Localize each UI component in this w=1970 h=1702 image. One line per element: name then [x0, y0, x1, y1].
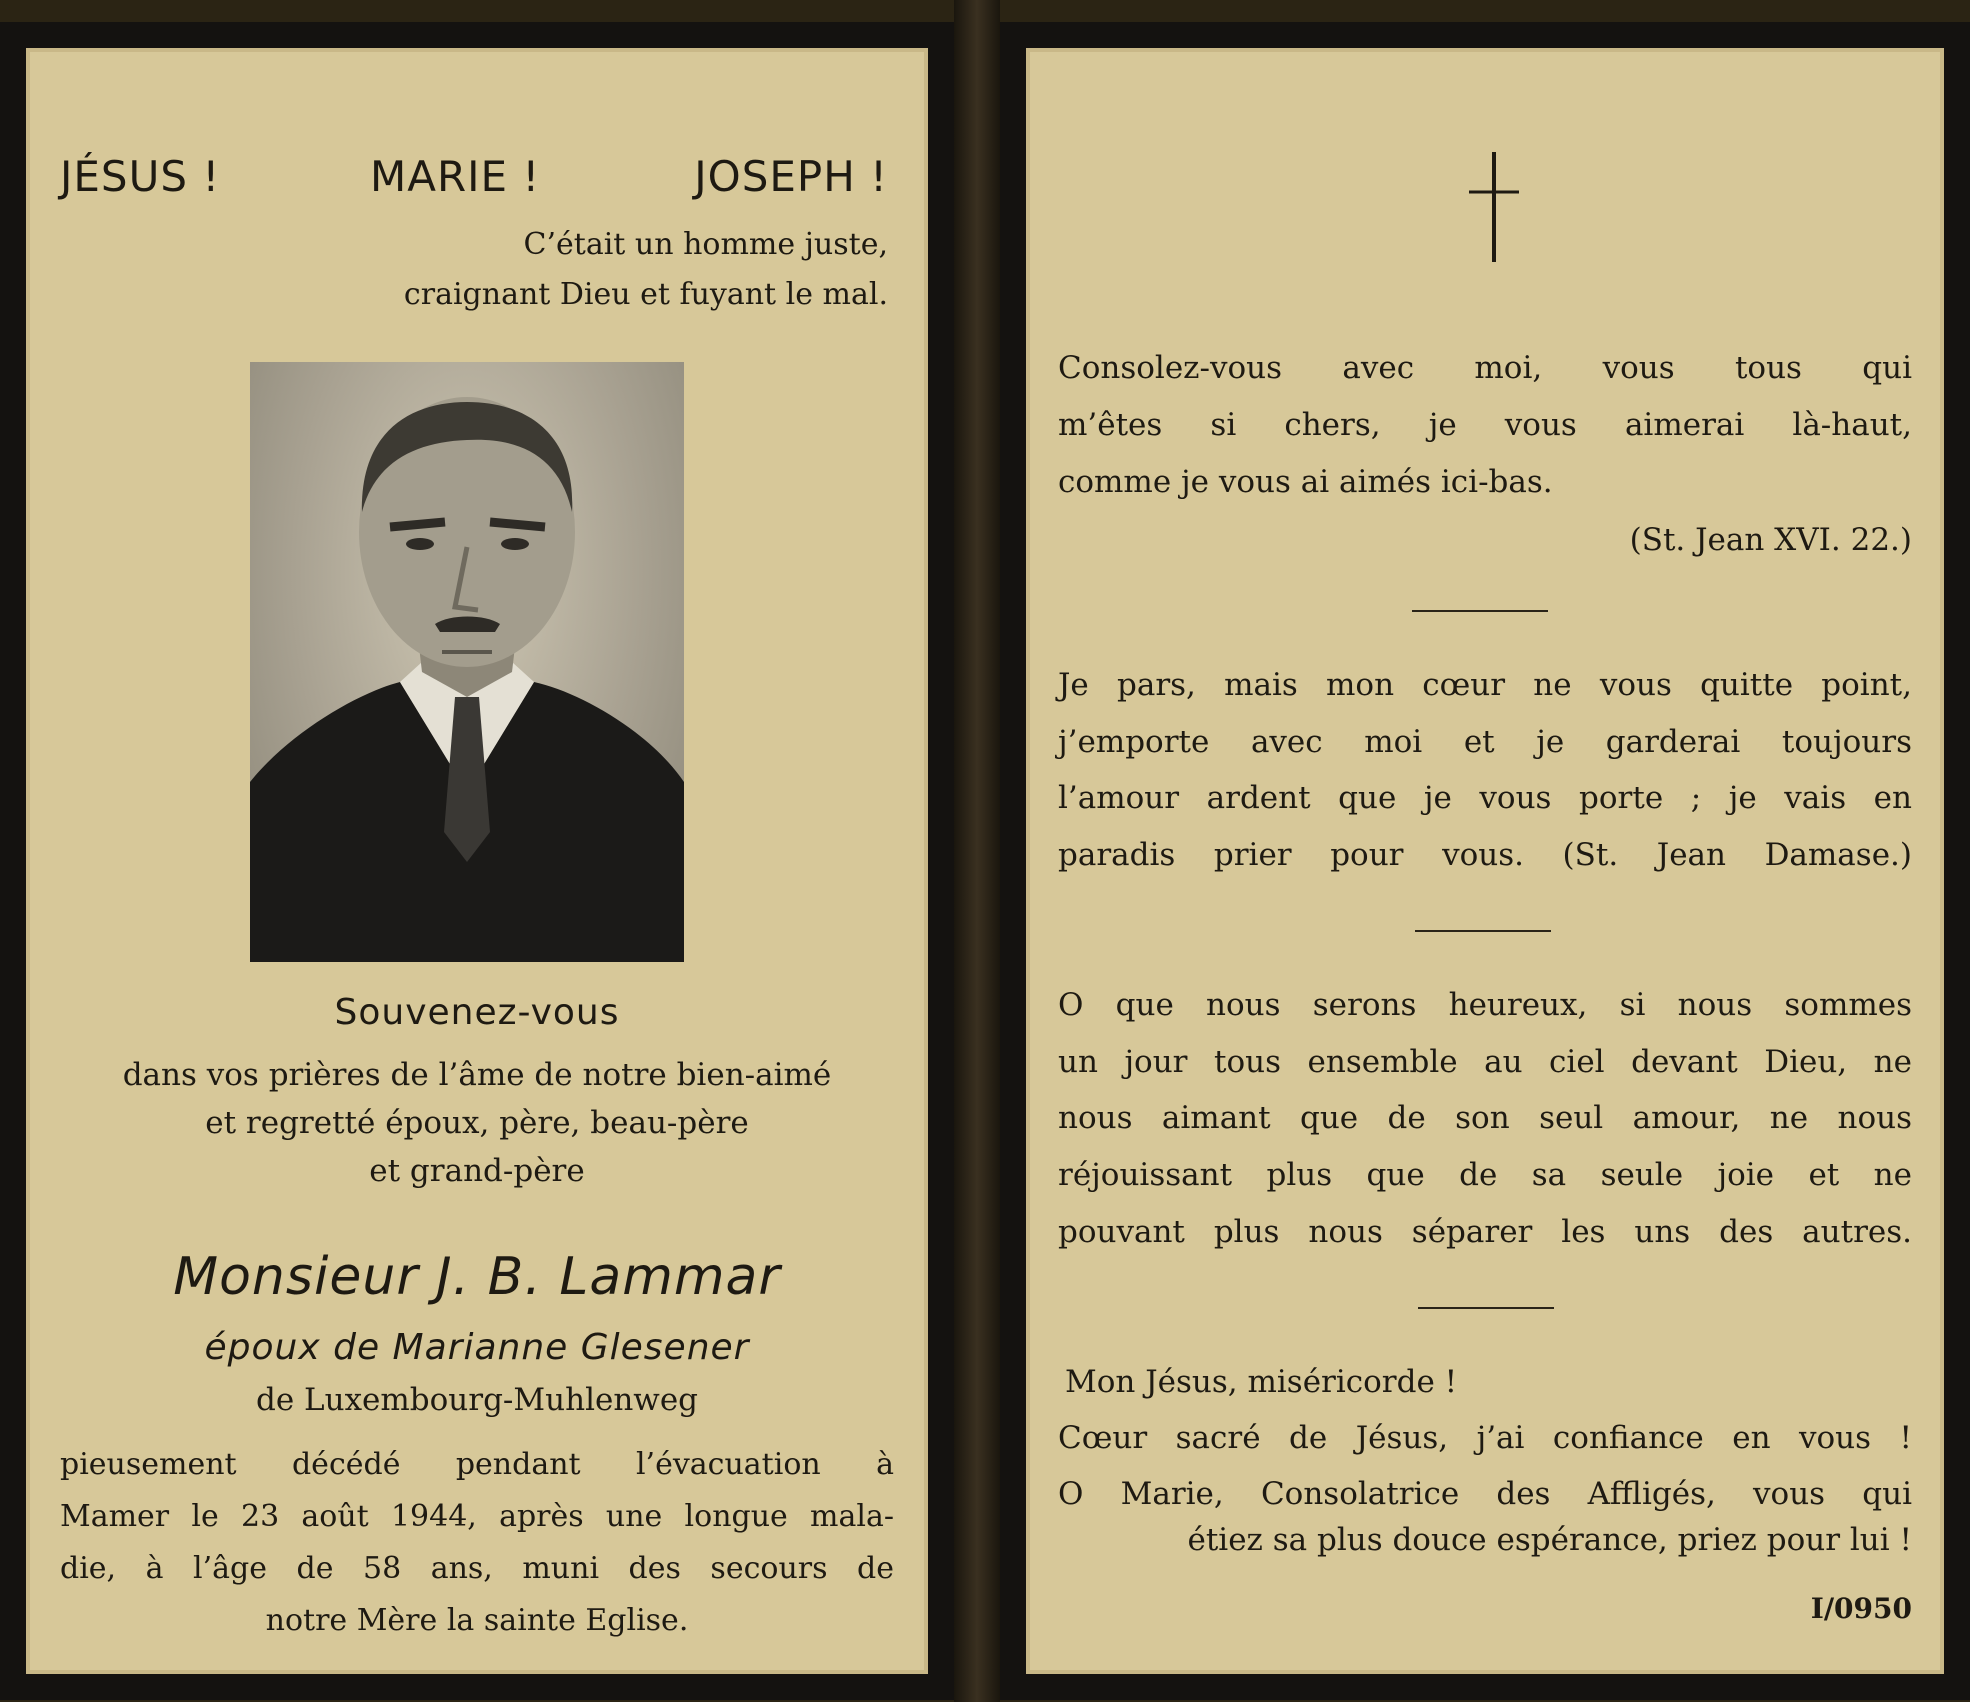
remember-line-1: dans vos prières de l’âme de notre bien-aimé	[122, 1057, 832, 1093]
death-line-1: pieusement décédé pendant l’évacuation à	[60, 1447, 894, 1482]
para2-line-2: j’emporte avec moi et je garderai toujours	[1058, 724, 1912, 760]
divider-3	[1418, 1307, 1554, 1309]
memorial-card-left	[0, 22, 954, 1700]
prayer-line-2: Cœur sacré de Jésus, j’ai confiance en vous !	[1058, 1420, 1912, 1456]
cross-icon	[1464, 152, 1524, 262]
para3-line-1: O que nous serons heureux, si nous sommes	[1058, 987, 1912, 1023]
para3-line-3: nous aimant que de son seul amour, ne nous	[1058, 1100, 1912, 1136]
print-code: I/0950	[1810, 1592, 1912, 1625]
remember-title: Souvenez-vous	[334, 992, 620, 1033]
divider-1	[1412, 610, 1548, 612]
para2-line-1: Je pars, mais mon cœur ne vous quitte point,	[1058, 667, 1912, 703]
prayer-line-1: Mon Jésus, miséricorde !	[1065, 1364, 1458, 1400]
para1-line-3: comme je vous ai aimés ici-bas.	[1058, 464, 1553, 500]
prayer-line-3: O Marie, Consolatrice des Affligés, vous qui	[1058, 1476, 1912, 1512]
death-line-3: die, à l’âge de 58 ans, muni des secours de	[60, 1551, 894, 1586]
portrait-photo	[250, 362, 684, 962]
death-line-4: notre Mère la sainte Eglise.	[265, 1603, 689, 1638]
remember-line-3: et grand-père	[369, 1153, 585, 1189]
para1-line-1: Consolez-vous avec moi, vous tous qui	[1058, 350, 1912, 386]
para3-line-4: réjouissant plus que de sa seule joie et ne	[1058, 1157, 1912, 1193]
deceased-name: Monsieur J. B. Lammar	[173, 1247, 781, 1307]
memorial-card-right	[1000, 22, 1970, 1700]
para1-line-2: m’êtes si chers, je vous aimerai là-haut,	[1058, 407, 1912, 443]
card-fold	[954, 0, 1000, 1702]
death-line-2: Mamer le 23 août 1944, après une longue mala-	[60, 1499, 894, 1534]
header-marie: MARIE !	[370, 152, 541, 201]
para3-line-5: pouvant plus nous séparer les uns des autres.	[1058, 1214, 1912, 1250]
card-right-inner	[1030, 52, 1940, 1670]
header-joseph: JOSEPH !	[694, 152, 888, 201]
divider-2	[1415, 930, 1551, 932]
para1-reference: (St. Jean XVI. 22.)	[1629, 522, 1912, 558]
spouse-line: époux de Marianne Glesener	[204, 1327, 750, 1368]
para2-line-4: paradis prier pour vous. (St. Jean Damase.)	[1058, 837, 1912, 873]
origin-line: de Luxembourg-Muhlenweg	[255, 1382, 699, 1418]
para2-line-3: l’amour ardent que je vous porte ; je vais en	[1058, 780, 1912, 816]
remember-line-2: et regretté époux, père, beau-père	[205, 1105, 749, 1141]
prayer-line-4: étiez sa plus douce espérance, priez pour lui !	[1187, 1522, 1912, 1558]
quote-line-2: craignant Dieu et fuyant le mal.	[403, 277, 888, 312]
header-jesus: JÉSUS !	[60, 152, 221, 201]
portrait-figure-icon	[250, 362, 684, 962]
para3-line-2: un jour tous ensemble au ciel devant Dieu, ne	[1058, 1044, 1912, 1080]
card-left-inner	[30, 52, 924, 1670]
quote-line-1: C’était un homme juste,	[523, 227, 888, 262]
